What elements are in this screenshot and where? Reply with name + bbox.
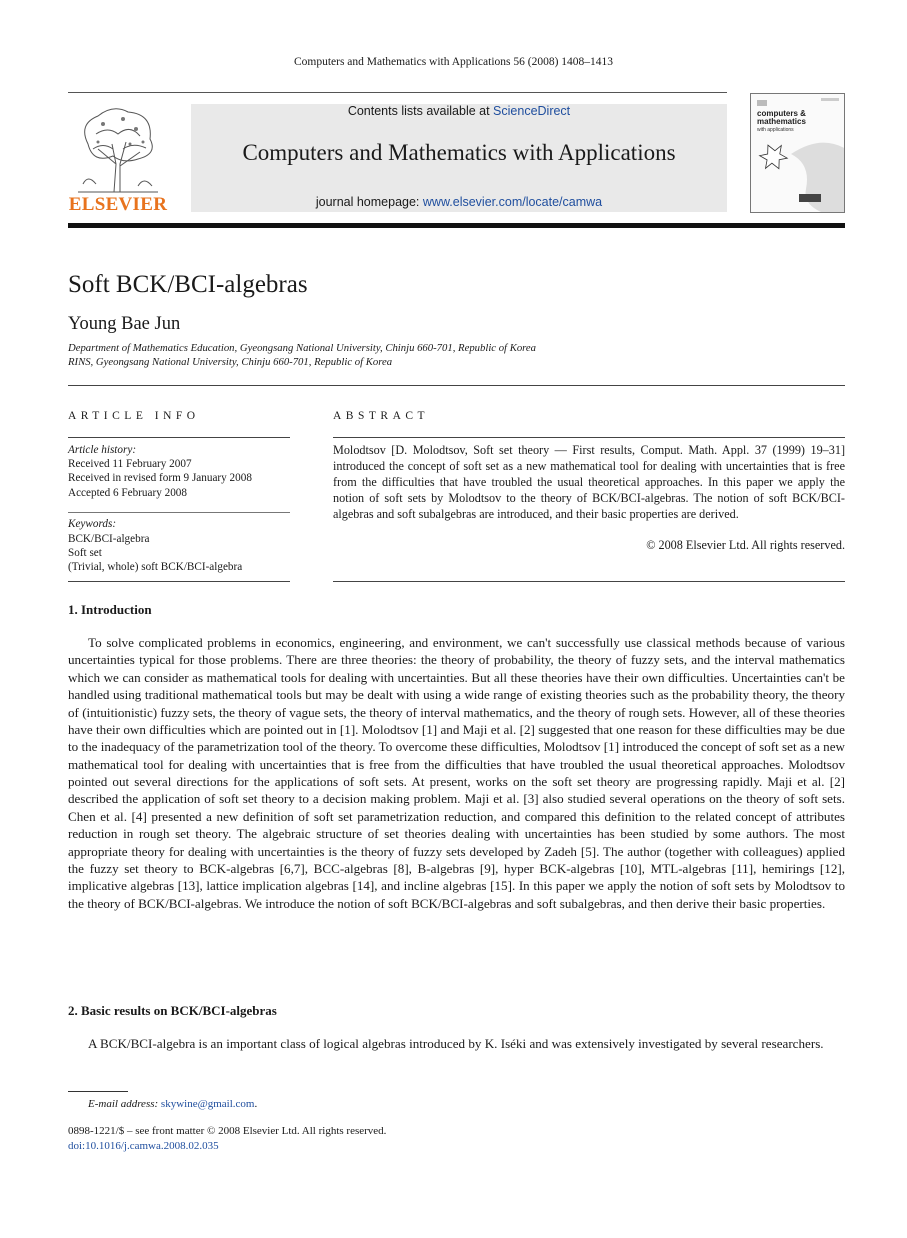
email-suffix: . <box>254 1098 258 1110</box>
affiliation-1: Department of Mathematics Education, Gyeongsang National University, Chinju 660-701, Republic of Korea <box>68 342 537 354</box>
section-2-heading: 2. Basic results on BCK/BCI-algebras <box>68 1003 277 1018</box>
abstract-heading: ABSTRACT <box>333 410 430 422</box>
article-title: Soft BCK/BCI-algebras <box>68 271 308 298</box>
article-info-rule-mid <box>68 512 290 513</box>
doi-link[interactable]: doi:10.1016/j.camwa.2008.02.035 <box>68 1140 219 1152</box>
affiliation-rule <box>68 385 845 386</box>
header-heavy-rule <box>68 223 845 228</box>
header-rule <box>68 92 727 93</box>
history-label: Article history: <box>68 444 137 456</box>
footnote-email <box>88 1098 257 1110</box>
article-info-heading: ARTICLE INFO <box>68 410 200 422</box>
article-author: Young Bae Jun <box>68 314 181 334</box>
journal-homepage <box>191 195 727 209</box>
journal-cover-thumbnail <box>750 93 845 213</box>
homepage-link[interactable]: www.elsevier.com/locate/camwa <box>422 195 603 209</box>
sciencedirect-link[interactable]: ScienceDirect <box>493 104 571 118</box>
journal-title: Computers and Mathematics with Applications <box>242 140 676 165</box>
article-info-rule-bottom <box>68 581 290 582</box>
section-1-body: To solve complicated problems in economics, engineering, and environment, we can't successfully use classical methods because of various uncertainties typical for those problems. There are three theories: the theory of probability, the theory of fuzzy sets, and the interval mathematics which we can consider as mathematical tools for dealing with uncertainties. But all these theories have their own difficulties. Uncertainties can't be handled using traditional mathematical tools but may be dealt with using a wide range of existing theories such as the probability theory, the theory of (intuitionistic) fuzzy sets, the theory of vague sets, the theory of interval mathematics, and the theory of rough sets. However, all of these theories have their own difficulties which are pointed out in [1]. Molodtsov [1] and Maji et al. [2] suggested that one reason for these difficulties may be due to the inadequacy of the parametrization tool of the theory. To overcome these difficulties, Molodtsov [1] introduced the concept of soft set as a new mathematical tool for dealing with uncertainties that is free from the difficulties that have troubled the usual theoretical approaches. Molodtsov pointed out several directions for the applications of soft sets. At present, works on the soft set theory are progressing rapidly. Maji et al. [2] described the application of soft set theory to a decision making problem. Maji et al. [3] also studied several operations on the theory of soft sets. Chen et al. [4] presented a new definition of soft set parametrization reduction, and compared this definition to the related concept of attributes reduction in rough set theory. The algebraic structure of set theories dealing with uncertainties has been studied by some authors. The most appropriate theory for dealing with uncertainties is the theory of fuzzy sets developed by Zadeh [5]. The author (together with colleagues) applied the fuzzy set theory to BCK-algebras [6,7], BCC-algebras [8], B-algebras [9], hyper BCK-algebras [10], MTL-algebras [11], hemirings [12], implicative algebras [13], lattice implication algebras [14], and incline algebras [15]. In this paper we apply the notion of soft sets by Molodtsov to the theory of BCK/BCI-algebras. We introduce the notion of soft BCK/BCI-algebras and soft subalgebras, and then derive their basic properties. <box>68 635 845 911</box>
issn-line: 0898-1221/$ – see front matter © 2008 Elsevier Ltd. All rights reserved. <box>68 1125 387 1137</box>
keyword-3: (Trivial, whole) soft BCK/BCI-algebra <box>68 561 243 573</box>
keyword-1: BCK/BCI-algebra <box>68 533 150 545</box>
email-label: E-mail address: <box>88 1098 161 1110</box>
section-2-body: A BCK/BCI-algebra is an important class of logical algebras introduced by K. Iséki and was extensively investigated by several researchers. <box>88 1036 824 1051</box>
section-1-heading: 1. Introduction <box>68 602 152 617</box>
accepted-date: Accepted 6 February 2008 <box>68 487 187 499</box>
cover-title-3: with applications <box>757 127 794 133</box>
running-header: Computers and Mathematics with Applications 56 (2008) 1408–1413 <box>293 56 614 68</box>
revised-date: Received in revised form 9 January 2008 <box>68 472 252 484</box>
article-info-rule-top <box>68 437 290 438</box>
contents-line <box>191 104 727 118</box>
abstract-text: Molodtsov [D. Molodtsov, Soft set theory — First results, Comput. Math. Appl. 37 (1999) 19–31] introduced the concept of soft set as a new mathematical tool for dealing with uncertainties that is free from the difficulties that have troubled the usual theoretical approaches. In this paper we apply the notion of soft sets by Molodtsov to the theory of BCK/BCI-algebras. The notion of soft BCK/BCI-algebras and soft subalgebras are introduced, and their basic properties are derived. <box>333 443 845 522</box>
received-date: Received 11 February 2007 <box>68 458 192 470</box>
abstract-copyright: © 2008 Elsevier Ltd. All rights reserved. <box>646 538 845 552</box>
footnote-rule <box>68 1091 128 1092</box>
homepage-prefix: journal homepage: <box>315 195 423 209</box>
cover-title-1: computers & <box>757 109 806 118</box>
abstract-rule-top <box>333 437 845 438</box>
publisher-wordmark: ELSEVIER <box>68 194 168 215</box>
affiliation-2: RINS, Gyeongsang National University, Chinju 660-701, Republic of Korea <box>68 356 393 368</box>
contents-prefix: Contents lists available at <box>347 104 494 118</box>
abstract-rule-bottom <box>333 581 845 582</box>
keywords-label: Keywords: <box>68 518 117 530</box>
cover-title-2: mathematics <box>757 117 806 126</box>
email-link[interactable]: skywine@gmail.com <box>160 1098 255 1110</box>
keyword-2: Soft set <box>68 547 102 559</box>
